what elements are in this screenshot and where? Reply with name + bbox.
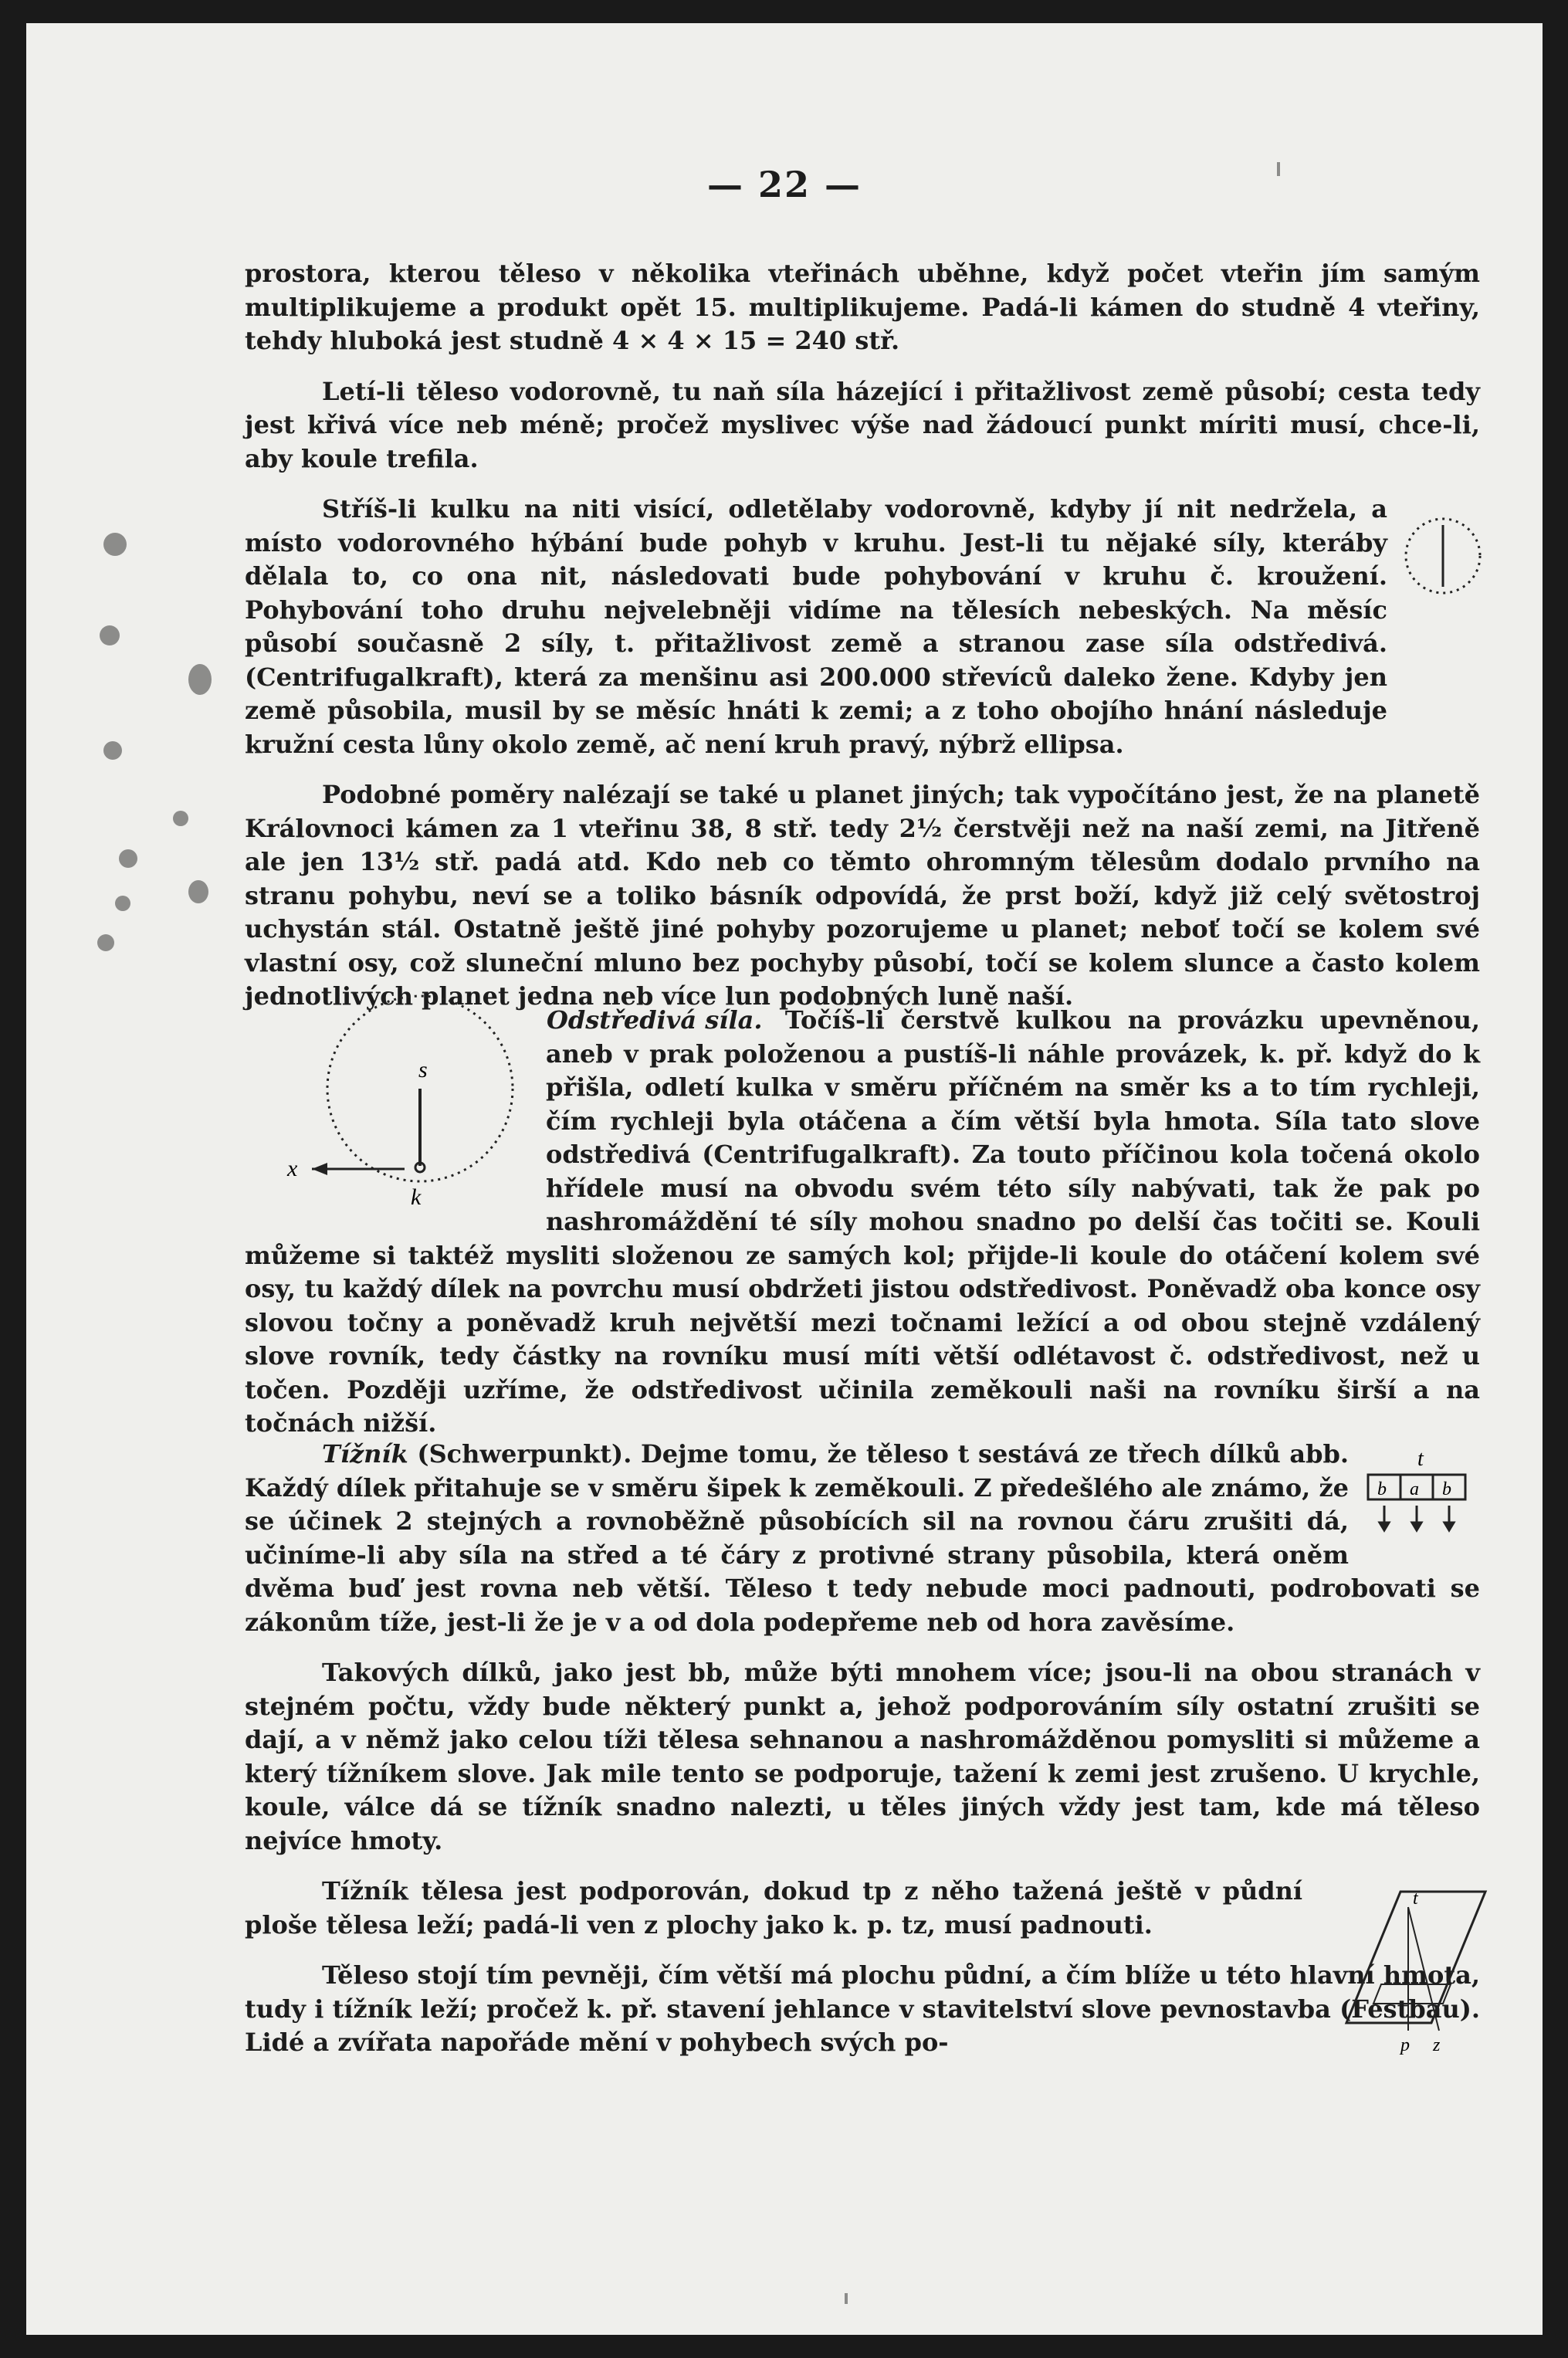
- heading-tiznik: Tížník: [322, 1439, 408, 1469]
- label-t: t: [1417, 1447, 1424, 1471]
- label-b2: b: [1442, 1479, 1451, 1499]
- text-block-top: [245, 257, 1480, 1014]
- label-x: x: [287, 1156, 298, 1181]
- page-number: — 22 —: [706, 164, 862, 205]
- paragraph-1: prostora, kterou těleso v několika vteřinách uběhne, když počet vteřin jím samým multiplikujeme a produkt opět 15. multiplikujeme. Padá-li kámen do studně 4 vteřiny, tehdy hluboká jest studně 4 × 4 × 15 = 240 stř.: [245, 259, 1480, 355]
- down-arrows: [1380, 1506, 1454, 1530]
- paragraph-6: (Schwerpunkt). Dejme tomu, že těleso t sestává ze třech dílků abb. Každý dílek přitahuje se v směru šipek k zeměkouli. Z předešlého ale známo, že se účinek 2 stejných a rovnoběžně působících sil na rovnou čáru zrušiti dá, učiníme-li aby síla na střed a té čáry z protivné strany působila, která oněm dvěma buď jest rovna neb větší. Těleso t tedy nebude moci padnouti, podrobovati se zákonům tíže, jest-li že je v a od dola podepřeme neb od hora zavěsíme.: [245, 1439, 1480, 1637]
- label-t2: t: [1413, 1889, 1418, 1909]
- label-z: z: [1433, 2035, 1441, 2055]
- label-b1: b: [1377, 1479, 1387, 1499]
- text-block-tiznik: [245, 1438, 1480, 2060]
- prism-diagram: [1339, 1876, 1493, 2062]
- paragraph-2: Letí-li těleso vodorovně, tu naň síla házející i přitažlivost země působí; cesta tedy jest křivá více neb méně; pročež myslivec výše nad žádoucí punkt míriti musí, chce-li, aby koule trefila.: [245, 376, 1480, 473]
- prism-base-line: [1373, 1984, 1451, 2004]
- document-page: [26, 23, 1543, 2335]
- blocks-diagram: [1362, 1444, 1485, 1544]
- tz-line: [1408, 1907, 1439, 2031]
- label-a: a: [1410, 1479, 1419, 1499]
- paragraph-4: Podobné poměry nalézají se také u planet jiných; tak vypočítáno jest, že na planetě Královnoci kámen za 1 vteřinu 38, 8 stř. tedy 2½ čerstvěji než na naší zemi, na Jitřeně ale jen 13½ stř. padá atd. Kdo neb co těmto ohromným tělesům dodalo prvního na stranu pohybu, neví se a toliko básník odpovídá, že prst boží, když již celý světostroj uchystán stál. Ostatně ještě jiné pohyby pozorujeme u planet; neboť točí se kolem své vlastní osy, což sluneční mluno bez pochyby působí, točí se kolem slunce a často kolem jednotlivých planet jedna neb více lun podobných luně naší.: [245, 780, 1480, 1011]
- paragraph-8: Tížník tělesa jest podporován, dokud tp z něho tažená ještě v půdní ploše tělesa leží; padá-li ven z plochy jako k. p. tz, musí padnouti.: [245, 1876, 1302, 1940]
- paragraph-7: Takových dílků, jako jest bb, může býti mnohem více; jsou-li na obou stranách v stejném počtu, vždy bude některý punkt a, jehož podporováním síly ostatní zrušiti se dají, a v němž jako celou tíži tělesa sehnanou a nashromážděnou pomysliti si můžeme a který tížníkem slove. Jak mile tento se podporuje, tažení k zemi jest zrušeno. U krychle, koule, válce dá se tížník snadno nalezti, u těles jiných vždy jest tam, kde má těleso nejvíce hmoty.: [245, 1658, 1480, 1855]
- label-s: s: [418, 1057, 428, 1082]
- paragraph-3: Stříš-li kulku na niti visící, odletělaby vodorovně, kdyby jí nit nedržela, a místo vodorovného hýbání bude pohyb v kruhu. Jest-li tu nějaké síly, kteráby dělala to, co ona nit, následovati bude pohybování v kruhu č. kroužení. Pohybování toho druhu nejvelebněji vidíme na tělesích nebeských. Na měsíc působí současně 2 síly, t. přitažlivost země a stranou zase síla odstředivá. (Centrifugalkraft), která za menšinu asi 200.000 střevíců daleko žene. Kdyby jen země působila, musil by se měsíc hnáti k zemi; a z toho obojího hnání následuje kružní cesta lůny okolo země, ač není kruh pravý, nýbrž ellipsa.: [245, 494, 1387, 759]
- paragraph-5: Točíš-li čerstvě kulkou na provázku upevněnou, aneb v prak položenou a pustíš-li náhle provázek, k. př. když do k přišla, odletí kulka v směru příčném na směr ks a to tím rychleji, čím rychleji byla otáčena a čím větší byla hmota. Síla tato slove odstředivá (Centrifugalkraft). Za touto příčinou kola točená okolo hřídele musí na obvodu svém této síly nabývati, tak že pak po nashromáždění té síly mohou snadno po delší čas točiti se. Kouli můžeme si taktéž mysliti složenou ze samých kol; přijde-li koule do otáčení kolem své osy, tu každý dílek na povrchu musí obdržeti jistou odstředivost. Poněvadž oba konce osy slovou točny a poněvadž kruh největší mezi točnami ležící a od obou stejně vzdálený slove rovník, tedy částky na rovníku musí míti větší odlétavost č. odstředivost, než u točen. Později uzříme, že odstředivost učinila zeměkouli naši na rovníku širší a na točnách nižší.: [245, 1005, 1480, 1438]
- pendulum-diagram: [1400, 510, 1485, 602]
- label-k: k: [411, 1184, 422, 1210]
- label-p: p: [1400, 2035, 1410, 2055]
- paragraph-9: Těleso stojí tím pevněji, čím větší má plochu půdní, a čím blíže u této hlavní hmota, tudy i tížník leží; pročež k. př. stavení jehlance v stavitelství slove pevnostavba (Festbau). Lidé a zvířata napořáde mění v pohybech svých po-: [245, 1960, 1480, 2057]
- heading-odstrediva: Odstředivá síla.: [547, 1005, 763, 1035]
- paragraph-5-wrap: [245, 1004, 1480, 1441]
